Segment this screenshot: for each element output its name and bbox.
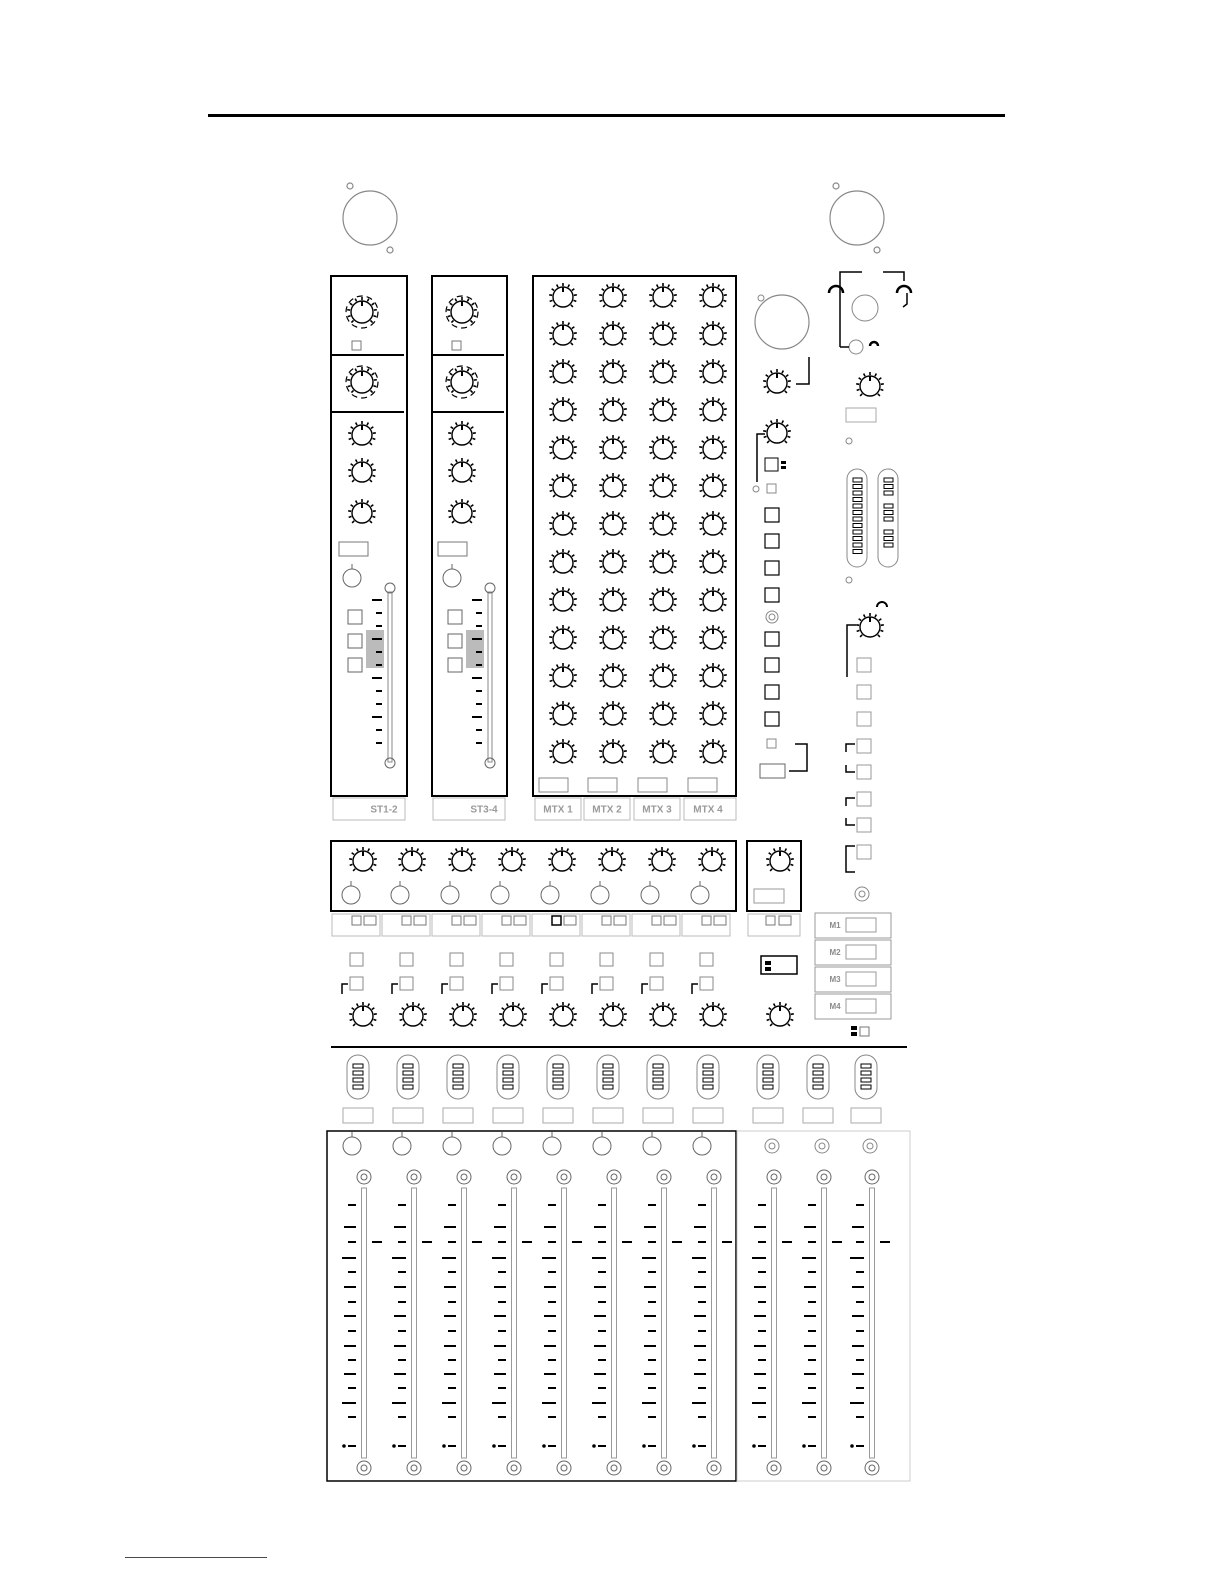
matrix-knob[interactable] [549, 739, 577, 763]
group-knob[interactable] [449, 1002, 477, 1026]
pan-knob[interactable] [491, 881, 509, 904]
pan-knob[interactable] [541, 881, 559, 904]
matrix-knob[interactable] [699, 321, 727, 345]
mounting-hole-left [343, 183, 397, 253]
fader-track[interactable] [485, 583, 495, 768]
oscillator-level-knob[interactable] [763, 419, 791, 443]
fader-scale [472, 600, 482, 743]
scribble-strip [851, 1108, 881, 1123]
master-knob[interactable] [766, 1002, 794, 1026]
monitor-level-knob[interactable] [856, 613, 884, 637]
fader-track[interactable] [357, 1170, 371, 1475]
matrix-knob[interactable] [599, 587, 627, 611]
channel-meter [397, 1055, 419, 1099]
assign-buttons[interactable] [532, 914, 580, 936]
master-label-1: M1 [829, 921, 841, 931]
scribble-strip [393, 1108, 423, 1123]
matrix-knob[interactable] [649, 587, 677, 611]
group-knob[interactable] [549, 1002, 577, 1026]
fader-track[interactable] [507, 1170, 521, 1475]
fader-track[interactable] [607, 1170, 621, 1475]
channel-meter [757, 1055, 779, 1099]
matrix-knob[interactable] [699, 739, 727, 763]
pan-knob[interactable] [593, 1132, 611, 1155]
assign-buttons[interactable] [582, 914, 630, 936]
aux-send-knob[interactable] [548, 847, 576, 871]
stereo-input-strip-1 [331, 276, 407, 820]
master-label-4: M4 [829, 1002, 841, 1012]
matrix-knob[interactable] [549, 397, 577, 421]
pan-knob[interactable] [443, 1132, 461, 1155]
assign-buttons[interactable] [332, 914, 380, 936]
eq-knob[interactable] [348, 458, 376, 482]
matrix-knob[interactable] [549, 701, 577, 725]
matrix-knob[interactable] [599, 663, 627, 687]
group-route-buttons[interactable] [392, 953, 413, 994]
pan-knob[interactable] [441, 881, 459, 904]
fader-track[interactable] [557, 1170, 571, 1475]
fader-track[interactable] [767, 1170, 781, 1475]
aux-send-knob[interactable] [398, 847, 426, 871]
matrix-label-2: MTX 2 [592, 804, 622, 816]
aux-send-knob[interactable] [349, 847, 377, 871]
matrix-knob[interactable] [599, 397, 627, 421]
pan-knob[interactable] [643, 1132, 661, 1155]
group-route-buttons[interactable] [492, 953, 513, 994]
matrix-knob[interactable] [599, 625, 627, 649]
channel-meter [547, 1055, 569, 1099]
select-knob[interactable] [815, 1139, 829, 1153]
matrix-knob[interactable] [699, 625, 727, 649]
pan-knob[interactable] [641, 881, 659, 904]
matrix-knob[interactable] [699, 435, 727, 459]
channel-meter [597, 1055, 619, 1099]
assign-buttons[interactable] [382, 914, 430, 936]
matrix-knob[interactable] [649, 397, 677, 421]
matrix-knob[interactable] [549, 283, 577, 307]
fader-track[interactable] [657, 1170, 671, 1475]
group-knob[interactable] [649, 1002, 677, 1026]
stereo-input-strip-2 [432, 276, 507, 820]
matrix-knob[interactable] [699, 473, 727, 497]
channel-meter [855, 1055, 877, 1099]
scribble-strip [753, 1108, 783, 1123]
matrix-knob[interactable] [699, 663, 727, 687]
matrix-knob[interactable] [649, 435, 677, 459]
scribble-strip [493, 1108, 523, 1123]
gain-knob[interactable] [346, 296, 378, 328]
assign-buttons[interactable] [482, 914, 530, 936]
matrix-knob[interactable] [549, 587, 577, 611]
matrix-knob[interactable] [549, 435, 577, 459]
monitor-column [829, 272, 911, 901]
matrix-section [533, 276, 736, 820]
channel-meter [347, 1055, 369, 1099]
matrix-knob[interactable] [599, 511, 627, 535]
gain-knob[interactable] [446, 296, 478, 328]
mounting-hole-right [830, 183, 884, 253]
matrix-knob[interactable] [549, 321, 577, 345]
pan-knob[interactable] [342, 881, 360, 904]
matrix-knob[interactable] [699, 397, 727, 421]
eq-knob[interactable] [348, 499, 376, 523]
matrix-knob[interactable] [649, 549, 677, 573]
headphone-icon [877, 602, 887, 607]
eq-knob[interactable] [448, 499, 476, 523]
pan-knob[interactable] [591, 881, 609, 904]
pan-knob[interactable] [443, 564, 461, 587]
channel-meter [807, 1055, 829, 1099]
assign-buttons[interactable] [432, 914, 480, 936]
group-knob[interactable] [699, 1002, 727, 1026]
matrix-knob[interactable] [599, 739, 627, 763]
matrix-knob[interactable] [599, 321, 627, 345]
stereo-label-2: ST3-4 [470, 804, 498, 816]
matrix-knob[interactable] [649, 701, 677, 725]
matrix-knob[interactable] [699, 511, 727, 535]
matrix-knob[interactable] [549, 549, 577, 573]
fader-track[interactable] [407, 1170, 421, 1475]
fader-track[interactable] [457, 1170, 471, 1475]
channel-meter [497, 1055, 519, 1099]
channel-meter [697, 1055, 719, 1099]
master-label-2: M2 [829, 948, 841, 958]
fader-track[interactable] [707, 1170, 721, 1475]
level-meters [847, 469, 898, 567]
matrix-knob[interactable] [649, 473, 677, 497]
matrix-knob[interactable] [649, 625, 677, 649]
scribble-strip [643, 1108, 673, 1123]
group-knob[interactable] [399, 1002, 427, 1026]
footer-link-underline [125, 1557, 267, 1558]
select-knob[interactable] [863, 1139, 877, 1153]
matrix-knob[interactable] [549, 625, 577, 649]
matrix-knob[interactable] [599, 549, 627, 573]
pan-knob[interactable] [693, 1132, 711, 1155]
scribble-strip [443, 1108, 473, 1123]
matrix-knob[interactable] [649, 359, 677, 383]
pan-knob[interactable] [691, 881, 709, 904]
fader-scale [372, 600, 382, 743]
matrix-knob[interactable] [649, 739, 677, 763]
fader-track[interactable] [817, 1170, 831, 1475]
matrix-label-3: MTX 3 [642, 804, 672, 816]
eq-knob[interactable] [348, 421, 376, 445]
channel-buttons[interactable] [448, 610, 462, 672]
fader-track[interactable] [385, 583, 395, 768]
matrix-knob[interactable] [649, 511, 677, 535]
group-route-buttons[interactable] [642, 953, 663, 994]
aux-send-knob[interactable] [598, 847, 626, 871]
matrix-label-4: MTX 4 [693, 804, 723, 816]
group-assign-row [332, 914, 800, 1026]
scribble-strip [803, 1108, 833, 1123]
channel-buttons[interactable] [348, 610, 362, 672]
matrix-knob[interactable] [599, 435, 627, 459]
scribble-strip [593, 1108, 623, 1123]
trim-knob[interactable] [446, 366, 478, 398]
aux-master-knob[interactable] [766, 847, 794, 871]
aux-send-row [331, 841, 801, 911]
matrix-knob[interactable] [599, 283, 627, 307]
aux-send-knob[interactable] [648, 847, 676, 871]
matrix-knob[interactable] [699, 549, 727, 573]
matrix-knob[interactable] [699, 701, 727, 725]
pan-knob[interactable] [393, 1132, 411, 1155]
matrix-knob[interactable] [699, 587, 727, 611]
phones-level-knob[interactable] [856, 372, 884, 396]
matrix-label-1: MTX 1 [543, 804, 573, 816]
headphone-icon [829, 286, 911, 346]
pan-knob[interactable] [343, 564, 361, 587]
talkback-level-knob[interactable] [763, 369, 791, 393]
group-knob[interactable] [599, 1002, 627, 1026]
talkback-column [753, 295, 809, 778]
aux-send-knob[interactable] [448, 847, 476, 871]
matrix-knob[interactable] [599, 359, 627, 383]
group-route-buttons[interactable] [592, 953, 613, 994]
group-knob[interactable] [499, 1002, 527, 1026]
group-route-buttons[interactable] [692, 953, 713, 994]
master-label-3: M3 [829, 975, 841, 985]
matrix-knob[interactable] [699, 359, 727, 383]
pan-knob[interactable] [493, 1132, 511, 1155]
matrix-knob[interactable] [599, 473, 627, 497]
master-label-stack [815, 913, 891, 1036]
scribble-strip [343, 1108, 373, 1123]
assign-buttons[interactable] [632, 914, 680, 936]
scribble-strip [543, 1108, 573, 1123]
aux-send-knob[interactable] [498, 847, 526, 871]
talkback-buttons[interactable] [765, 508, 779, 726]
fader-track[interactable] [865, 1170, 879, 1475]
aux-send-knob[interactable] [698, 847, 726, 871]
group-route-buttons[interactable] [442, 953, 463, 994]
matrix-knob[interactable] [549, 663, 577, 687]
group-route-buttons[interactable] [342, 953, 363, 994]
eq-knob[interactable] [448, 421, 476, 445]
matrix-knob[interactable] [599, 701, 627, 725]
fader-section [327, 1055, 910, 1481]
pan-knob[interactable] [391, 881, 409, 904]
group-knob[interactable] [349, 1002, 377, 1026]
group-route-buttons[interactable] [542, 953, 563, 994]
stereo-label-1: ST1-2 [370, 804, 398, 816]
scribble-strip [693, 1108, 723, 1123]
matrix-knob[interactable] [649, 663, 677, 687]
trim-knob[interactable] [346, 366, 378, 398]
select-knob[interactable] [765, 1139, 779, 1153]
channel-meter [647, 1055, 669, 1099]
pan-knob[interactable] [543, 1132, 561, 1155]
matrix-knob[interactable] [649, 321, 677, 345]
eq-knob[interactable] [448, 458, 476, 482]
matrix-knob[interactable] [549, 511, 577, 535]
matrix-knob[interactable] [649, 283, 677, 307]
matrix-knob[interactable] [549, 359, 577, 383]
matrix-knob[interactable] [549, 473, 577, 497]
pan-knob[interactable] [343, 1132, 361, 1155]
matrix-knob[interactable] [699, 283, 727, 307]
channel-meter [447, 1055, 469, 1099]
monitor-buttons[interactable] [857, 658, 871, 859]
assign-buttons[interactable] [682, 914, 730, 936]
